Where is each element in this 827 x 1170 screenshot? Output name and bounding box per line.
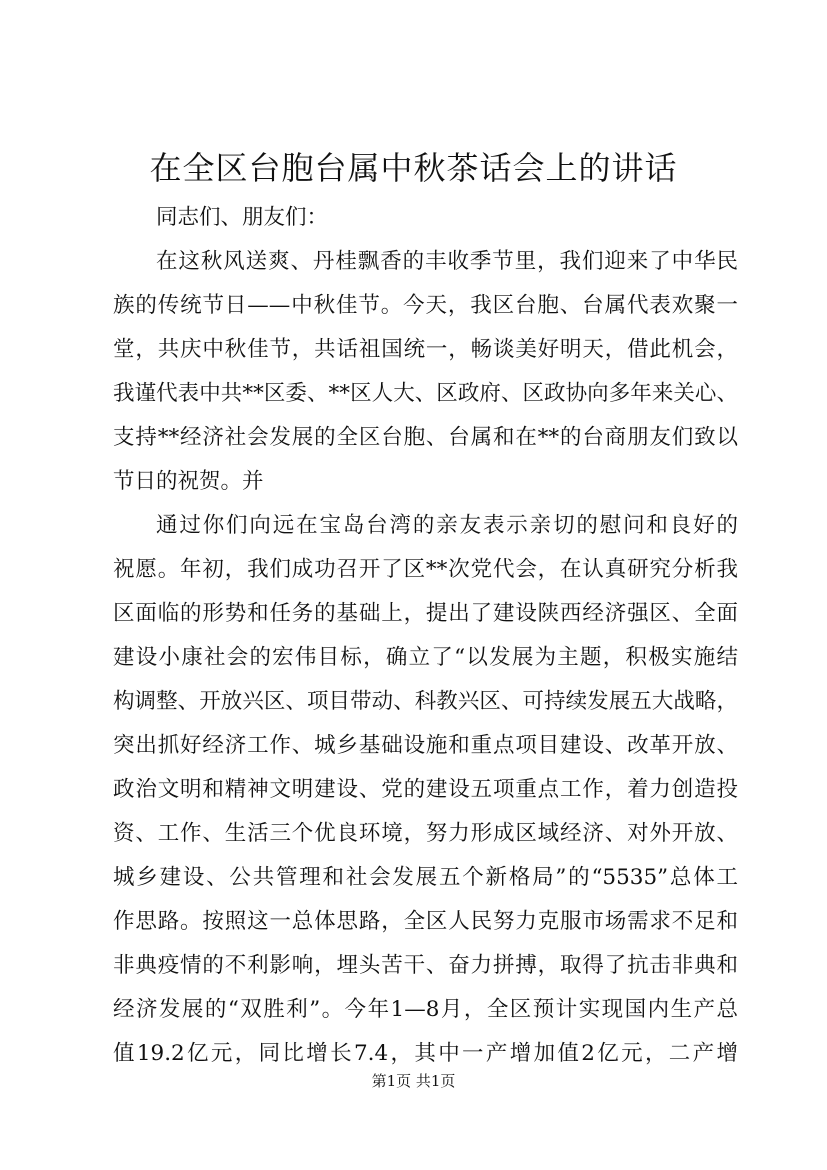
body-line: 我谨代表中共**区委、**区人大、区政府、区政协向多年来关心、 xyxy=(113,381,738,406)
body-line: 突出抓好经济工作、城乡基础设施和重点项目建设、改革开放、 xyxy=(113,733,738,758)
body-line: 祝愿。年初，我们成功召开了区**次党代会，在认真研究分析我 xyxy=(113,557,738,582)
body-line: 政治文明和精神文明建设、党的建设五项重点工作，着力创造投 xyxy=(113,777,738,802)
body-line: 作思路。按照这一总体思路，全区人民努力克服市场需求不足和 xyxy=(113,909,738,934)
body-line: 城乡建设、公共管理和社会发展五个新格局”的“5535”总体工 xyxy=(113,865,738,890)
body-line: 族的传统节日——中秋佳节。今天，我区台胞、台属代表欢聚一 xyxy=(113,293,738,318)
salutation-line: 同志们、朋友们： xyxy=(156,205,329,230)
page-number-footer: 第1页 共1页 xyxy=(371,1072,456,1090)
document-title: 在全区台胞台属中秋茶话会上的讲话 xyxy=(149,149,678,187)
body-line: 节日的祝贺。并 xyxy=(113,469,264,494)
body-line: 资、工作、生活三个优良环境，努力形成区域经济、对外开放、 xyxy=(113,821,738,846)
body-line: 通过你们向远在宝岛台湾的亲友表示亲切的慰问和良好的 xyxy=(156,513,738,538)
body-line: 堂，共庆中秋佳节，共话祖国统一，畅谈美好明天，借此机会， xyxy=(113,337,738,362)
body-line: 非典疫情的不利影响，埋头苦干、奋力拼搏，取得了抗击非典和 xyxy=(113,953,738,978)
document-body xyxy=(113,196,738,1076)
body-line: 区面临的形势和任务的基础上，提出了建设陕西经济强区、全面 xyxy=(113,601,738,626)
body-line: 建设小康社会的宏伟目标，确立了“以发展为主题，积极实施结 xyxy=(113,645,738,670)
body-line: 经济发展的“双胜利”。今年1—8月，全区预计实现国内生产总 xyxy=(113,997,738,1022)
body-line: 值19.2亿元，同比增长7.4，其中一产增加值2亿元，二产增 xyxy=(113,1041,738,1066)
body-line: 构调整、开放兴区、项目带动、科教兴区、可持续发展五大战略， xyxy=(113,689,738,714)
body-line: 支持**经济社会发展的全区台胞、台属和在**的台商朋友们致以 xyxy=(113,425,738,450)
body-line: 在这秋风送爽、丹桂飘香的丰收季节里，我们迎来了中华民 xyxy=(156,249,738,274)
